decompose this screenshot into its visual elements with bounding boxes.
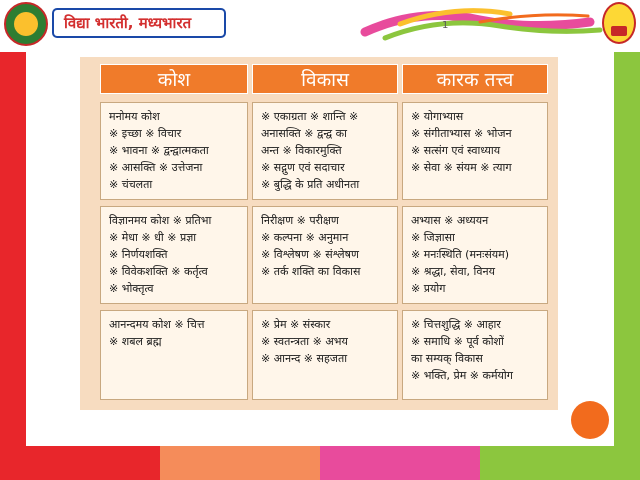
table-cell-r3-c1 — [100, 310, 248, 400]
cell-line: ※ विश्लेषण ※ संश्लेषण — [261, 248, 359, 261]
header-karak-tattva: कारक तत्त्व — [402, 64, 548, 94]
table-cell-r2-c3 — [402, 206, 548, 304]
cell-line: ※ प्रयोग — [411, 282, 446, 295]
cell-line: ※ चंचलता — [109, 178, 153, 191]
cell-line: ※ श्रद्धा, सेवा, विनय — [411, 265, 495, 278]
table-cell-r2-c1 — [100, 206, 248, 304]
cell-line: का सम्यक् विकास — [411, 352, 483, 365]
strip-orange — [160, 446, 320, 480]
cell-line: ※ मेधा ※ धी ※ प्रज्ञा — [109, 231, 197, 244]
table-cell-r3-c2 — [252, 310, 398, 400]
slide-number: 1 — [442, 20, 449, 31]
orange-circle-decoration — [571, 401, 609, 439]
cell-line: ※ इच्छा ※ विचार — [109, 127, 182, 140]
cell-line: ※ निर्णयशक्ति — [109, 248, 168, 261]
page-title: विद्या भारती, मध्यभारत — [52, 8, 226, 38]
cell-line: ※ एकाग्रता ※ शान्ति ※ — [261, 110, 359, 123]
header-kosh: कोश — [100, 64, 248, 94]
cell-line: ※ समाधि ※ पूर्व कोशों — [411, 335, 504, 348]
organization-logo-left — [4, 2, 48, 46]
content-table — [80, 57, 558, 410]
cell-line: निरीक्षण ※ परीक्षण — [261, 214, 339, 227]
cell-line: अभ्यास ※ अध्ययन — [411, 214, 489, 227]
cell-line: अनासक्ति ※ द्वन्द्व का — [261, 127, 347, 140]
cell-line: आनन्दमय कोश ※ चित्त — [109, 318, 205, 331]
cell-line: अन्त ※ विकारमुक्ति — [261, 144, 342, 157]
left-decorative-bar — [0, 52, 26, 446]
feather-decoration-icon — [360, 2, 610, 46]
table-cell-r2-c2 — [252, 206, 398, 304]
cell-line: ※ तर्क शक्ति का विकास — [261, 265, 361, 278]
strip-red — [0, 446, 160, 480]
cell-line: ※ सद्गुण एवं सदाचार — [261, 161, 345, 174]
cell-line: ※ विवेकशक्ति ※ कर्तृत्व — [109, 265, 208, 278]
table-cell-r1-c2 — [252, 102, 398, 200]
right-decorative-bar — [614, 52, 640, 446]
table-cell-r1-c3 — [402, 102, 548, 200]
cell-line: ※ कल्पना ※ अनुमान — [261, 231, 349, 244]
cell-line: ※ मनःस्थिति (मनःसंयम) — [411, 248, 510, 261]
strip-pink — [320, 446, 480, 480]
header-vikas: विकास — [252, 64, 398, 94]
cell-line: विज्ञानमय कोश ※ प्रतिभा — [109, 214, 212, 227]
cell-line: ※ चित्तशुद्धि ※ आहार — [411, 318, 501, 331]
cell-line: ※ भावना ※ द्वन्द्वात्मकता — [109, 144, 209, 157]
table-cell-r1-c1 — [100, 102, 248, 200]
cell-line: ※ स्वतन्त्रता ※ अभय — [261, 335, 348, 348]
cell-line: ※ आसक्ति ※ उत्तेजना — [109, 161, 203, 174]
cell-line: ※ संगीताभ्यास ※ भोजन — [411, 127, 512, 140]
bottom-color-strip — [0, 446, 640, 480]
cell-line: ※ बुद्धि के प्रति अधीनता — [261, 178, 360, 191]
cell-line: ※ शबल ब्रह्म — [109, 335, 162, 348]
cell-line: मनोमय कोश — [109, 110, 160, 123]
cell-line: ※ जिज्ञासा — [411, 231, 455, 244]
cell-line: ※ सत्संग एवं स्वाध्याय — [411, 144, 501, 157]
cell-line: ※ भोक्तृत्व — [109, 282, 154, 295]
cell-line: ※ भक्ति, प्रेम ※ कर्मयोग — [411, 369, 513, 382]
strip-green — [480, 446, 640, 480]
cell-line: ※ योगाभ्यास — [411, 110, 464, 123]
cell-line: ※ आनन्द ※ सहजता — [261, 352, 348, 365]
cell-line: ※ प्रेम ※ संस्कार — [261, 318, 331, 331]
table-cell-r3-c3 — [402, 310, 548, 400]
cell-line: ※ सेवा ※ संयम ※ त्याग — [411, 161, 512, 174]
